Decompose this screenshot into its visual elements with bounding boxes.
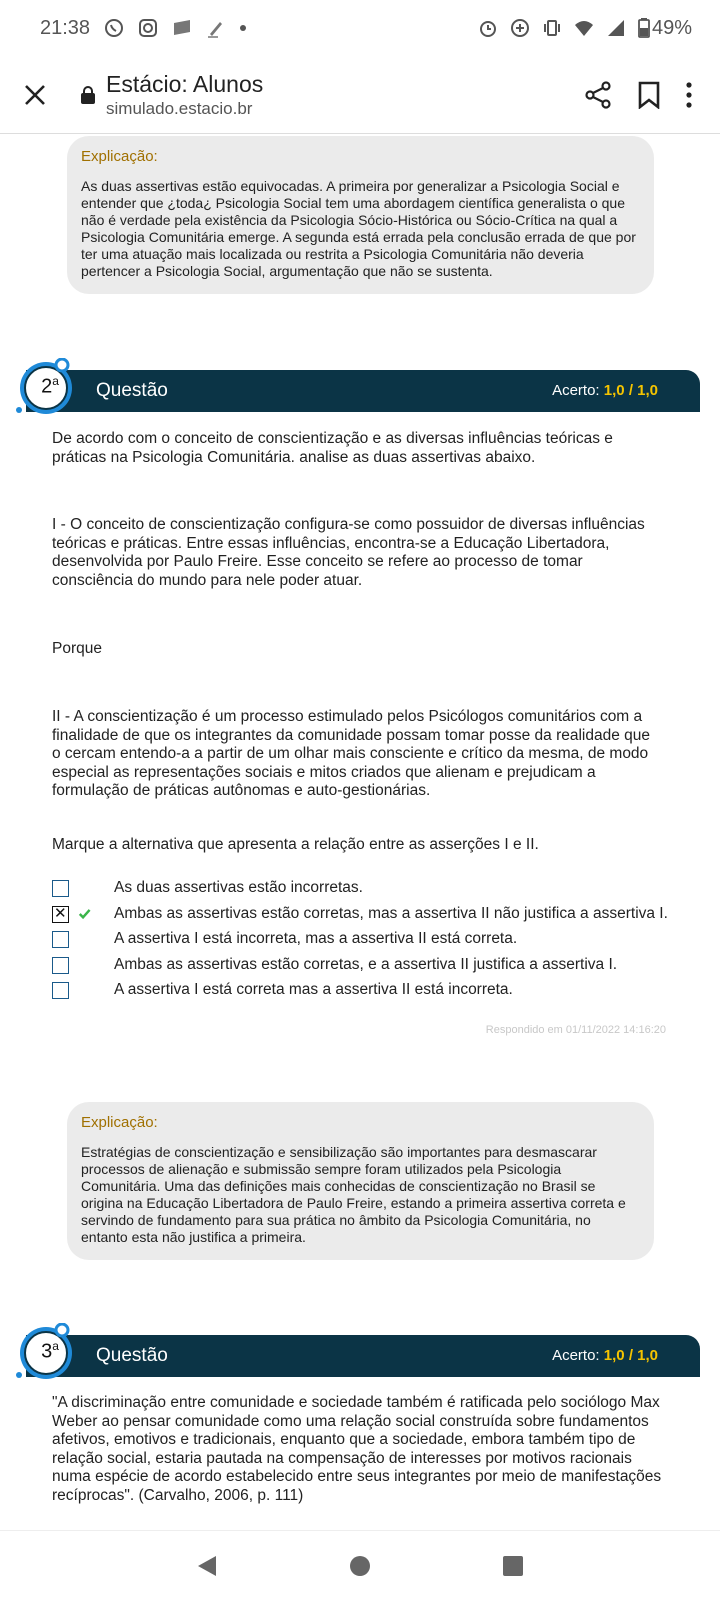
flag-icon [172, 18, 192, 38]
option-text: A assertiva I está correta mas a assertiva II está incorreta. [114, 981, 513, 998]
checkbox-checked[interactable] [52, 906, 69, 923]
score: Acerto: 1,0 / 1,0 [552, 1347, 658, 1364]
option-text: Ambas as assertivas estão corretas, e a assertiva II justifica a assertiva I. [114, 955, 618, 973]
recents-icon[interactable] [502, 1555, 524, 1577]
more-options-icon[interactable] [686, 82, 692, 108]
explanation-title: Explicação: [81, 1114, 158, 1131]
answer-options [52, 879, 672, 1007]
data-saver-icon [510, 18, 530, 38]
pen-icon [206, 18, 226, 38]
page-content [8, 134, 708, 1530]
home-icon[interactable] [349, 1555, 371, 1577]
option-5[interactable] [52, 981, 672, 1000]
browser-toolbar [0, 56, 720, 134]
status-bar [0, 0, 720, 56]
question-label: Questão [96, 380, 168, 401]
close-icon [24, 84, 46, 106]
option-1[interactable] [52, 879, 672, 898]
answered-timestamp: Respondido em 01/11/2022 14:16:20 [485, 1024, 666, 1036]
explanation-title: Explicação: [81, 148, 158, 165]
bookmark-icon[interactable] [638, 81, 660, 109]
signal-icon [606, 18, 626, 38]
battery-level: 49% [651, 16, 692, 39]
lock-icon [80, 85, 96, 105]
url-block[interactable] [106, 70, 584, 120]
option-3[interactable] [52, 930, 672, 949]
explanation-box [67, 1102, 654, 1260]
system-navigation-bar [0, 1530, 720, 1600]
site-url: simulado.estacio.br [106, 98, 253, 118]
question-bar [26, 1335, 700, 1377]
correct-check-icon [69, 905, 97, 923]
checkbox[interactable] [52, 931, 69, 948]
question-intro: De acordo com o conceito de conscientização e as diversas influências teóricas e práticas na Psicologia Comunitária. analise as duas assertivas abaixo. [52, 430, 613, 466]
vibrate-icon [542, 18, 562, 38]
question-bar [26, 370, 700, 412]
question-label: Questão [96, 1345, 168, 1366]
checkbox[interactable] [52, 880, 69, 897]
assertion-1: I - O conceito de conscientização configura-se como possuidor de diversas influências teóricas e práticas. Entre essas influências, encontra-se a Educação Libertadora, desenvolvida por Paulo Freire. Esse conceito se refere ao processo de tomar consciência do mundo para nele poder atuar. [52, 516, 645, 589]
battery-icon [638, 18, 650, 38]
share-icon[interactable] [584, 81, 612, 109]
option-text: Ambas as assertivas estão corretas, mas a assertiva II não justifica a assertiva I. [114, 904, 668, 922]
clock: 21:38 [40, 16, 91, 39]
option-4[interactable] [52, 956, 672, 975]
assertion-2: II - A conscientização é um processo estimulado pelos Psicólogos comunitários com a finalidade de que os integrantes da comunidade possam tomar posse da realidade que o cercam entendo-a a partir de um olhar mais consciente e crítico da mesma, de modo especial as representações sociais e mitos criados que alienam e prejudicam a formulação de práticas autônomas e auto-gestionárias. [52, 708, 651, 799]
close-button[interactable] [0, 56, 70, 134]
option-text: A assertiva I está incorreta, mas a assertiva II está correta. [114, 930, 518, 947]
question-3-header [8, 1335, 700, 1377]
instagram-icon [138, 18, 158, 38]
alarm-icon [478, 18, 498, 38]
connector-text: Porque [52, 640, 102, 657]
question-2-header [8, 370, 700, 412]
score: Acerto: 1,0 / 1,0 [552, 382, 658, 399]
notification-dot [240, 25, 246, 31]
whatsapp-icon [104, 18, 124, 38]
option-2[interactable] [52, 905, 672, 924]
back-icon[interactable] [196, 1554, 218, 1578]
wifi-icon [574, 18, 594, 38]
explanation-text: Estratégias de conscientização e sensibilização são importantes para desmascarar processos de alienação e submissão sempre foram utilizados pela Psicologia Comunitária. Uma das definições mais conhecidas de conscientização no Brasil se origina na Educação Libertadora de Paulo Freire, estando a primeira assertiva correta e servindo de fundamento para sua prática no âmbito da Psicologia Comunitária, no entanto esta não justifica a primeira. [81, 1144, 626, 1245]
option-text: As duas assertivas estão incorretas. [114, 879, 363, 896]
question-number: 2$^a$ [41, 374, 59, 398]
explanation-box [67, 136, 654, 294]
checkbox[interactable] [52, 982, 69, 999]
page-title: Estácio: Alunos [106, 70, 264, 97]
explanation-text: As duas assertivas estão equivocadas. A primeira por generalizar a Psicologia Social e entender que ¿toda¿ Psicologia Social tem uma abordagem científica generalista o que não é verdade pela existência da Psicologia Sócio-Histórica ou Sócio-Crítica na qual a Psicologia Comunitária emerge. A segunda está errada pela conclusão errada de que por ter uma atuação mais localizada ou restrita a Psicologia Comunitária não deveria pertencer a Psicologia Social, argumentação que não se sustenta. [81, 178, 636, 279]
checkbox[interactable] [52, 957, 69, 974]
question-intro: "A discriminação entre comunidade e sociedade também é ratificada pelo sociólogo Max Weber ao pensar comunidade como uma relação social construída sobre fundamentos afetivos, emotivos e tradicionais, enquanto que a sociedade, embora também tipo de relação social, estaria pautada na compensação de interesses por motivos racionais numa espécie de acordo estabelecido entre seus integrantes por meio de manifestações recíprocas". (Carvalho, 2006, p. 111) [52, 1394, 662, 1504]
question-prompt: Marque a alternativa que apresenta a relação entre as asserções I e II. [52, 836, 539, 853]
question-number: 3$^a$ [41, 1339, 59, 1363]
